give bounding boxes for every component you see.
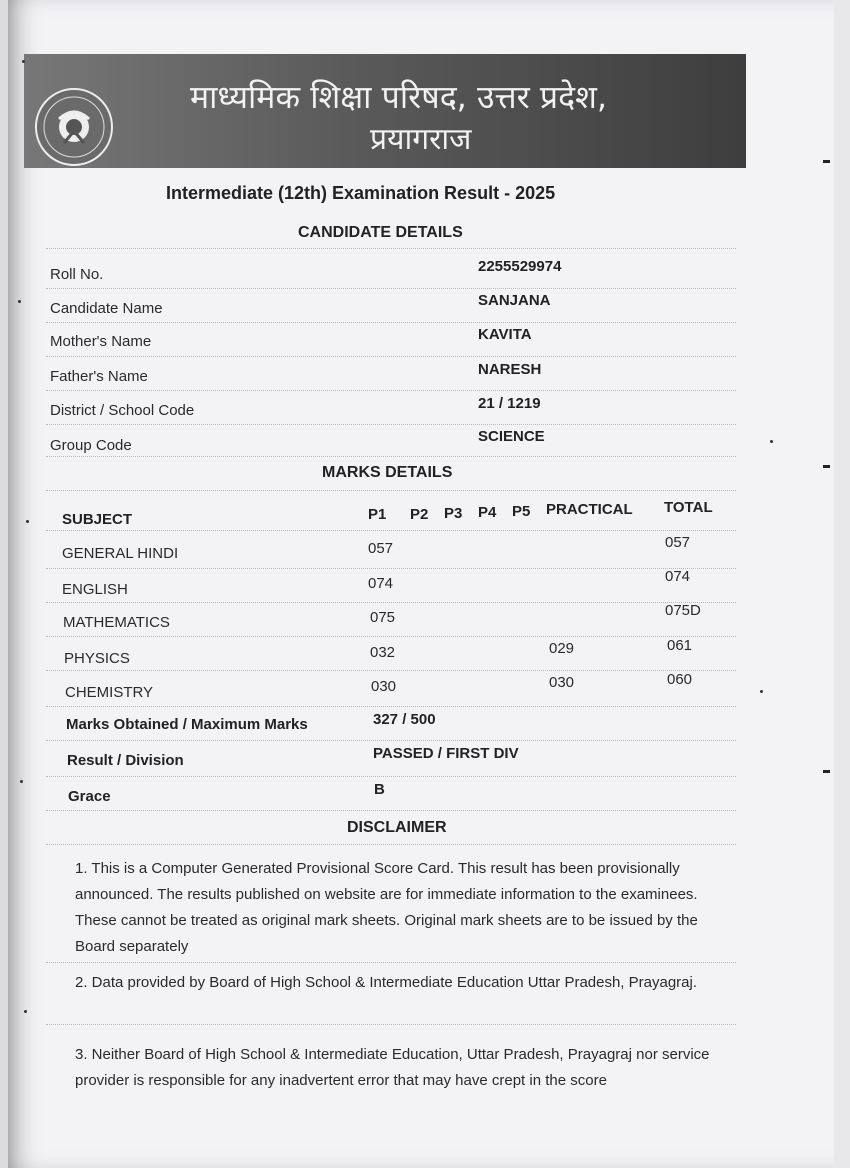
grace-label: Grace	[68, 788, 111, 805]
divider	[46, 490, 736, 491]
scan-mark	[823, 465, 830, 468]
divider	[46, 636, 736, 637]
scan-speck	[18, 300, 21, 303]
marks-details-heading: MARKS DETAILS	[322, 464, 453, 481]
scan-speck	[22, 60, 25, 63]
subject-name: MATHEMATICS	[63, 614, 170, 631]
total-marks: 075D	[665, 602, 701, 619]
column-header-p3: P3	[444, 505, 463, 522]
candidate-details-heading: CANDIDATE DETAILS	[298, 224, 463, 241]
fathers-name-label: Father's Name	[50, 368, 148, 385]
divider	[46, 390, 736, 391]
divider	[46, 810, 736, 811]
district-school-code-value: 21 / 1219	[478, 395, 541, 412]
group-code-value: SCIENCE	[478, 428, 545, 445]
city-name-hindi: प्रयागराज	[370, 122, 472, 157]
column-header-p5: P5	[512, 503, 531, 520]
column-header-p1: P1	[368, 506, 387, 523]
divider	[46, 962, 736, 963]
column-header-p2: P2	[410, 506, 429, 523]
divider	[46, 1024, 736, 1025]
marks-obtained-label: Marks Obtained / Maximum Marks	[66, 716, 308, 733]
divider	[46, 740, 736, 741]
board-name-hindi: माध्यमिक शिक्षा परिषद, उत्तर प्रदेश,	[190, 78, 608, 116]
scan-speck	[26, 520, 29, 523]
candidate-name-value: SANJANA	[478, 292, 551, 309]
divider	[46, 602, 736, 603]
subject-name: ENGLISH	[62, 581, 128, 598]
scan-mark	[823, 160, 830, 163]
marks-obtained-value: 327 / 500	[373, 711, 436, 728]
subject-name: CHEMISTRY	[65, 684, 154, 701]
scan-speck	[24, 1010, 27, 1013]
subject-name: PHYSICS	[64, 650, 130, 667]
mothers-name-value: KAVITA	[478, 326, 532, 343]
total-marks: 060	[667, 671, 693, 688]
p1-marks: 032	[370, 644, 396, 661]
divider	[46, 844, 736, 845]
candidate-name-label: Candidate Name	[50, 300, 163, 317]
fathers-name-value: NARESH	[478, 361, 542, 378]
grace-value: B	[374, 781, 385, 798]
district-school-code-label: District / School Code	[50, 402, 195, 419]
divider	[46, 288, 736, 289]
total-marks: 061	[667, 637, 693, 654]
p1-marks: 030	[371, 678, 397, 695]
scan-mark	[823, 770, 830, 773]
p1-marks: 074	[368, 575, 394, 592]
disclaimer-item: 1. This is a Computer Generated Provisional Score Card. This result has been provisionally announced. The results published on website are for immediate information to the examinees. These cannot be treated as original mark sheets. Original mark sheets are to be issued by the Board separately	[75, 860, 698, 955]
column-header-practical: PRACTICAL	[546, 501, 633, 518]
p1-marks: 057	[368, 540, 394, 557]
roll-no-label: Roll No.	[50, 266, 104, 283]
result-division-value: PASSED / FIRST DIV	[373, 745, 519, 762]
divider	[46, 248, 736, 249]
divider	[46, 706, 736, 707]
result-division-label: Result / Division	[67, 752, 184, 769]
scan-speck	[760, 690, 763, 693]
disclaimer-item: 3. Neither Board of High School & Intermediate Education, Uttar Pradesh, Prayagraj nor service provider is responsible for any inadvertent error that may have crept in the score	[75, 1046, 710, 1089]
column-header-subject: SUBJECT	[62, 511, 133, 528]
roll-no-value: 2255529974	[478, 258, 562, 275]
divider	[46, 670, 736, 671]
total-marks: 074	[665, 568, 691, 585]
p1-marks: 075	[370, 609, 396, 626]
paper-edge	[834, 0, 850, 1168]
divider	[46, 776, 736, 777]
group-code-label: Group Code	[50, 437, 132, 454]
mothers-name-label: Mother's Name	[50, 333, 152, 350]
divider	[46, 530, 736, 531]
divider	[46, 568, 736, 569]
disclaimer-heading: DISCLAIMER	[347, 819, 447, 836]
divider	[46, 424, 736, 425]
scan-speck	[770, 440, 773, 443]
exam-title: Intermediate (12th) Examination Result - 2025	[166, 183, 556, 203]
total-marks: 057	[665, 534, 691, 551]
column-header-total: TOTAL	[664, 499, 713, 516]
column-header-p4: P4	[478, 504, 497, 521]
scan-speck	[20, 780, 23, 783]
divider	[46, 356, 736, 357]
up-board-emblem-icon	[32, 85, 116, 169]
practical-marks: 030	[549, 674, 575, 691]
divider	[46, 322, 736, 323]
disclaimer-item: 2. Data provided by Board of High School & Intermediate Education Uttar Pradesh, Prayagraj.	[75, 974, 698, 991]
subject-name: GENERAL HINDI	[62, 545, 179, 562]
practical-marks: 029	[549, 640, 575, 657]
divider	[46, 456, 736, 457]
